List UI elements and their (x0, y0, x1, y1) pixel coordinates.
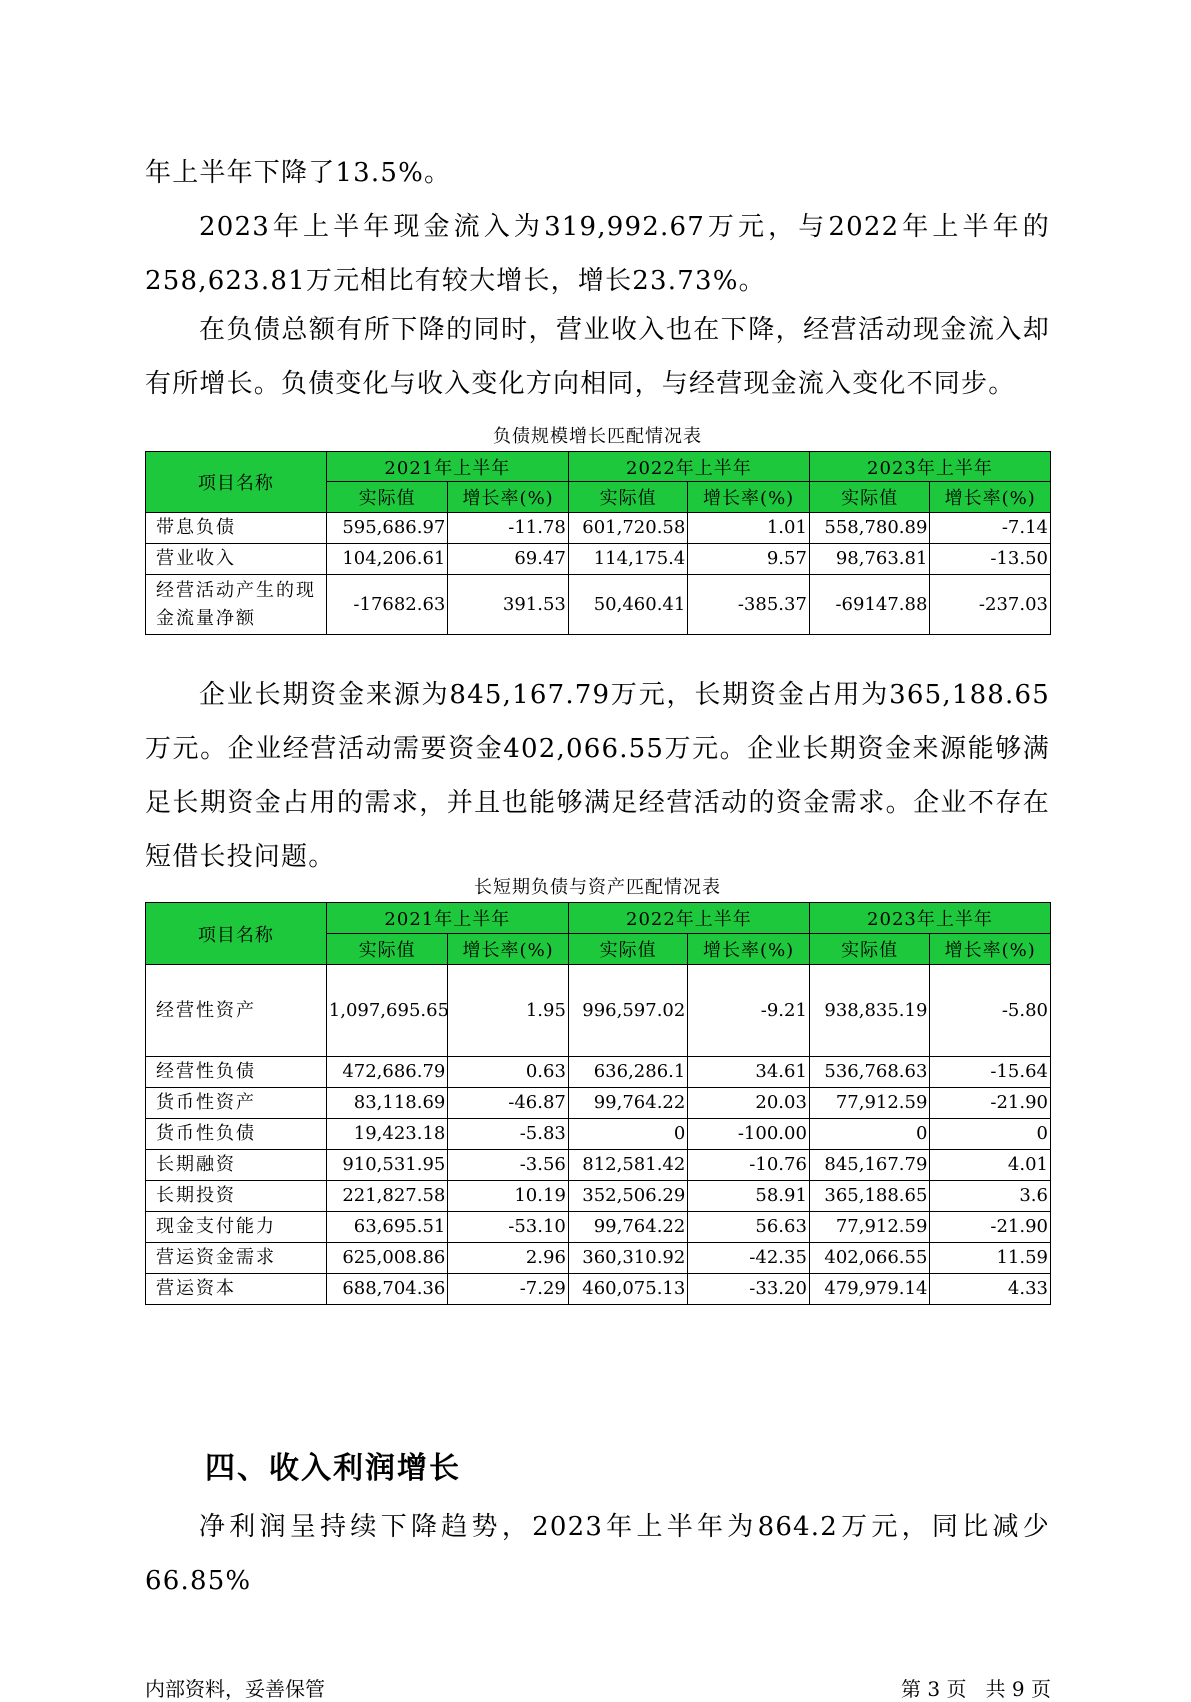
growth-rate-cell: 58.91 (688, 1181, 810, 1212)
row-label: 货币性负债 (146, 1119, 327, 1150)
row-label: 营业收入 (146, 544, 327, 575)
actual-value-cell: 625,008.86 (326, 1243, 448, 1274)
table-row (146, 513, 1051, 544)
growth-rate-cell: 0.63 (448, 1057, 569, 1088)
actual-value-cell: 636,286.1 (568, 1057, 687, 1088)
actual-value-cell: -17682.63 (326, 575, 448, 635)
table-row (146, 544, 1051, 575)
growth-rate-cell: -5.80 (930, 965, 1051, 1057)
table-row (146, 1150, 1051, 1181)
growth-rate-cell: -3.56 (448, 1150, 569, 1181)
actual-value-cell: 479,979.14 (809, 1274, 930, 1305)
header-actual: 实际值 (326, 934, 448, 965)
asset-liability-table (145, 902, 1051, 1305)
table-row (146, 1057, 1051, 1088)
actual-value-cell: 77,912.59 (809, 1088, 930, 1119)
header-item-name: 项目名称 (146, 452, 327, 513)
actual-value-cell: 360,310.92 (568, 1243, 687, 1274)
growth-rate-cell: 34.61 (688, 1057, 810, 1088)
header-period: 2023年上半年 (809, 452, 1050, 482)
actual-value-cell: 910,531.95 (326, 1150, 448, 1181)
footer-note: 内部资料，妥善保管 (145, 1677, 325, 1701)
header-actual: 实际值 (568, 482, 687, 513)
section-heading: 四、收入利润增长 (205, 1451, 461, 1486)
row-label: 营运资金需求 (146, 1243, 327, 1274)
growth-rate-cell: 9.57 (688, 544, 810, 575)
growth-rate-cell: -237.03 (930, 575, 1051, 635)
page-number: 第 3 页 共 9 页 (901, 1677, 1051, 1701)
growth-rate-cell: -7.29 (448, 1274, 569, 1305)
row-label: 经营性负债 (146, 1057, 327, 1088)
actual-value-cell: 402,066.55 (809, 1243, 930, 1274)
row-label: 经营性资产 (146, 965, 327, 1057)
row-label: 现金支付能力 (146, 1212, 327, 1243)
growth-rate-cell: 69.47 (448, 544, 569, 575)
growth-rate-cell: -53.10 (448, 1212, 569, 1243)
table-caption: 长短期负债与资产匹配情况表 (474, 877, 721, 898)
actual-value-cell: 595,686.97 (326, 513, 448, 544)
growth-rate-cell: -9.21 (688, 965, 810, 1057)
header-growth: 增长率(%) (448, 482, 569, 513)
growth-rate-cell: 10.19 (448, 1181, 569, 1212)
table-row (146, 1088, 1051, 1119)
header-growth: 增长率(%) (448, 934, 569, 965)
row-label: 经营活动产生的现金流量净额 (146, 575, 327, 635)
growth-rate-cell: 0 (930, 1119, 1051, 1150)
paragraph: 在负债总额有所下降的同时，营业收入也在下降，经营活动现金流入却有所增长。负债变化与收入变化方向相同，与经营现金流入变化不同步。 (145, 315, 1050, 399)
actual-value-cell: 1,097,695.65 (326, 965, 448, 1057)
actual-value-cell: 472,686.79 (326, 1057, 448, 1088)
row-label: 货币性资产 (146, 1088, 327, 1119)
header-period: 2023年上半年 (809, 903, 1050, 934)
growth-rate-cell: -10.76 (688, 1150, 810, 1181)
growth-rate-cell: -33.20 (688, 1274, 810, 1305)
actual-value-cell: 0 (809, 1119, 930, 1150)
actual-value-cell: 98,763.81 (809, 544, 930, 575)
growth-rate-cell: -385.37 (688, 575, 810, 635)
actual-value-cell: 601,720.58 (568, 513, 687, 544)
header-growth: 增长率(%) (930, 482, 1051, 513)
paragraph: 2023年上半年现金流入为319,992.67万元，与2022年上半年的258,623.81万元相比有较大增长，增长23.73%。 (145, 212, 1050, 296)
actual-value-cell: 536,768.63 (809, 1057, 930, 1088)
actual-value-cell: 558,780.89 (809, 513, 930, 544)
table-row (146, 1181, 1051, 1212)
growth-rate-cell: -5.83 (448, 1119, 569, 1150)
actual-value-cell: 0 (568, 1119, 687, 1150)
growth-rate-cell: -11.78 (448, 513, 569, 544)
growth-rate-cell: 2.96 (448, 1243, 569, 1274)
growth-rate-cell: 11.59 (930, 1243, 1051, 1274)
actual-value-cell: 352,506.29 (568, 1181, 687, 1212)
debt-scale-table (145, 451, 1051, 635)
header-actual: 实际值 (326, 482, 448, 513)
actual-value-cell: 845,167.79 (809, 1150, 930, 1181)
header-actual: 实际值 (568, 934, 687, 965)
actual-value-cell: 221,827.58 (326, 1181, 448, 1212)
growth-rate-cell: -100.00 (688, 1119, 810, 1150)
row-label: 营运资本 (146, 1274, 327, 1305)
growth-rate-cell: -42.35 (688, 1243, 810, 1274)
actual-value-cell: 50,460.41 (568, 575, 687, 635)
table-row (146, 1243, 1051, 1274)
paragraph: 净利润呈持续下降趋势，2023年上半年为864.2万元，同比减少66.85% (145, 1512, 1050, 1596)
actual-value-cell: 460,075.13 (568, 1274, 687, 1305)
actual-value-cell: 99,764.22 (568, 1088, 687, 1119)
growth-rate-cell: 3.6 (930, 1181, 1051, 1212)
table-row (146, 1212, 1051, 1243)
actual-value-cell: 938,835.19 (809, 965, 930, 1057)
row-label: 带息负债 (146, 513, 327, 544)
row-label: 长期投资 (146, 1181, 327, 1212)
table-caption: 负债规模增长匹配情况表 (493, 426, 702, 447)
actual-value-cell: 99,764.22 (568, 1212, 687, 1243)
actual-value-cell: 77,912.59 (809, 1212, 930, 1243)
header-actual: 实际值 (809, 482, 930, 513)
table-row (146, 575, 1051, 635)
header-actual: 实际值 (809, 934, 930, 965)
actual-value-cell: -69147.88 (809, 575, 930, 635)
growth-rate-cell: -21.90 (930, 1212, 1051, 1243)
growth-rate-cell: 20.03 (688, 1088, 810, 1119)
growth-rate-cell: 1.01 (688, 513, 810, 544)
header-growth: 增长率(%) (688, 934, 810, 965)
table-row (146, 1119, 1051, 1150)
table-row (146, 1274, 1051, 1305)
growth-rate-cell: -21.90 (930, 1088, 1051, 1119)
actual-value-cell: 688,704.36 (326, 1274, 448, 1305)
growth-rate-cell: 1.95 (448, 965, 569, 1057)
actual-value-cell: 63,695.51 (326, 1212, 448, 1243)
paragraph: 企业长期资金来源为845,167.79万元，长期资金占用为365,188.65万元。企业经营活动需要资金402,066.55万元。企业长期资金来源能够满足长期资金占用的需求，并且也能够满足经营活动的资金需求。企业不存在短借长投问题。 (145, 680, 1050, 872)
header-period: 2021年上半年 (326, 903, 568, 934)
actual-value-cell: 19,423.18 (326, 1119, 448, 1150)
growth-rate-cell: 4.01 (930, 1150, 1051, 1181)
table-row (146, 965, 1051, 1057)
header-growth: 增长率(%) (930, 934, 1051, 965)
growth-rate-cell: -13.50 (930, 544, 1051, 575)
growth-rate-cell: 4.33 (930, 1274, 1051, 1305)
actual-value-cell: 114,175.4 (568, 544, 687, 575)
growth-rate-cell: -7.14 (930, 513, 1051, 544)
growth-rate-cell: 56.63 (688, 1212, 810, 1243)
paragraph: 年上半年下降了13.5%。 (145, 158, 452, 188)
actual-value-cell: 83,118.69 (326, 1088, 448, 1119)
growth-rate-cell: 391.53 (448, 575, 569, 635)
row-label: 长期融资 (146, 1150, 327, 1181)
growth-rate-cell: -15.64 (930, 1057, 1051, 1088)
header-period: 2022年上半年 (568, 903, 809, 934)
actual-value-cell: 996,597.02 (568, 965, 687, 1057)
header-growth: 增长率(%) (688, 482, 810, 513)
header-period: 2021年上半年 (326, 452, 568, 482)
header-item-name: 项目名称 (146, 903, 327, 965)
growth-rate-cell: -46.87 (448, 1088, 569, 1119)
actual-value-cell: 812,581.42 (568, 1150, 687, 1181)
header-period: 2022年上半年 (568, 452, 809, 482)
actual-value-cell: 365,188.65 (809, 1181, 930, 1212)
actual-value-cell: 104,206.61 (326, 544, 448, 575)
